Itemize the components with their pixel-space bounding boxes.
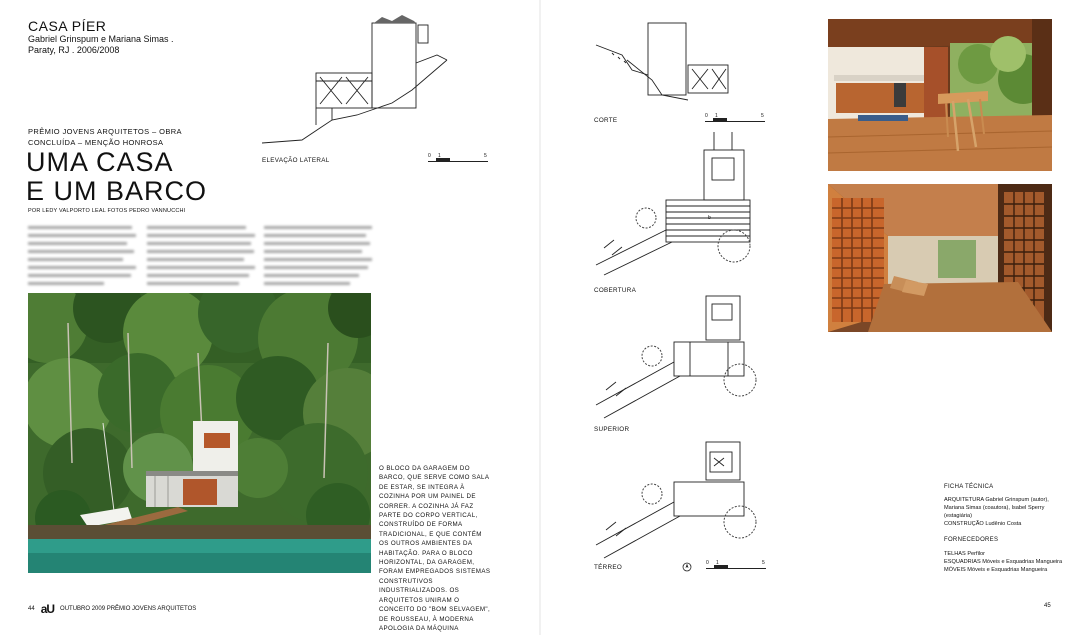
upper-floor-plan-drawing [594, 290, 764, 425]
elevation-label: ELEVAÇÃO LATERAL [262, 157, 330, 164]
supplier-frames: ESQUADRIAS Móveis e Esquadrias Mangueira [944, 559, 1063, 565]
body-text-column-2 [147, 226, 255, 290]
page-gutter [539, 0, 541, 635]
magazine-logo: aU [40, 602, 55, 616]
headline-line-2: E UM BARCO [26, 176, 208, 206]
page-number-left: 44 [28, 606, 35, 612]
body-text-column-1 [28, 226, 136, 290]
award-label: PRÊMIO JOVENS ARQUITETOS – OBRA CONCLUÍDA – MENÇÃO HONROSA [28, 127, 182, 147]
photo-caption: O BLOCO DA GARAGEM DO BARCO, QUE SERVE COMO SALA DE ESTAR, SE INTEGRA À COZINHA POR UM PAINEL DE CORRER. A COZINHA JÁ FAZ PARTE DO CORPO VERTICAL, CONSTRUÍDO DE FORMA TRADICIONAL, E QUE CONTÉM OS OUTROS AMBIENTES DA HABITAÇÃO. PARA O BLOCO HORIZONTAL, DA GARAGEM, FORAM EMPREGADOS SISTEMAS CONSTRUTIVOS INDUSTRIALIZADOS. OS ARQUITETOS UNIRAM O CONCEITO DO "BOM SELVAGEM", DE ROUSSEAU, À MODERNA APOLOGIA DA MÁQUINA [379, 465, 491, 632]
suppliers-heading: FORNECEDORES [944, 537, 999, 543]
ground-floor-label: TÉRREO [594, 564, 623, 571]
suppliers-body [944, 550, 1069, 574]
issue-line: OUTUBRO 2009 PRÊMIO JOVENS ARQUITETOS [60, 606, 197, 612]
byline: POR LEDY VALPORTO LEAL FOTOS PEDRO VANNUCCHI [28, 208, 186, 214]
scale-5: 5 [761, 113, 764, 119]
project-authors: Gabriel Grinspum e Mariana Simas . Paraty, RJ . 2006/2008 [28, 34, 174, 55]
scale-1: 1 [716, 560, 719, 566]
scale-1: 1 [438, 153, 441, 159]
roof-plan-label: COBERTURA [594, 287, 637, 294]
north-arrow-icon [682, 562, 692, 572]
scale-0: 0 [428, 153, 431, 159]
ground-floor-plan-drawing [594, 430, 764, 565]
scale-5: 5 [762, 560, 765, 566]
article-headline [26, 148, 246, 206]
technical-sheet-heading: FICHA TÉCNICA [944, 484, 994, 490]
upper-floor-label: SUPERIOR [594, 426, 630, 433]
room-label-b: b [708, 215, 711, 221]
page-footer [28, 602, 196, 616]
architecture-credit: ARQUITETURA Gabriel Grinspum (autor), Mariana Simas (coautora), Isabel Sperry (estagiária) [944, 497, 1049, 519]
section-label: CORTE [594, 117, 618, 124]
elevation-scale-bar [428, 153, 490, 165]
scale-5: 5 [484, 153, 487, 159]
body-text-column-3 [264, 226, 372, 290]
scale-0: 0 [705, 113, 708, 119]
section-scale-bar [705, 113, 767, 125]
scale-0: 0 [706, 560, 709, 566]
section-drawing [592, 15, 732, 110]
lateral-elevation-drawing [262, 15, 452, 150]
technical-sheet-body [944, 496, 1069, 528]
supplier-furniture: MÓVEIS Móveis e Esquadrias Mangueira [944, 567, 1048, 573]
page-number-right: 45 [1044, 603, 1051, 609]
project-title: CASA PÍER [28, 18, 107, 34]
supplier-roof: TELHAS Perfilor [944, 551, 986, 557]
headline-line-1: UMA CASA [26, 147, 174, 177]
roof-plan-drawing [594, 130, 764, 280]
construction-credit: CONSTRUÇÃO Ludênio Costa [944, 521, 1022, 527]
ground-scale-bar [706, 560, 768, 572]
scale-1: 1 [715, 113, 718, 119]
kitchen-interior-photo [828, 19, 1052, 171]
house-on-shore-photo [28, 293, 371, 573]
living-room-interior-photo [828, 184, 1052, 332]
